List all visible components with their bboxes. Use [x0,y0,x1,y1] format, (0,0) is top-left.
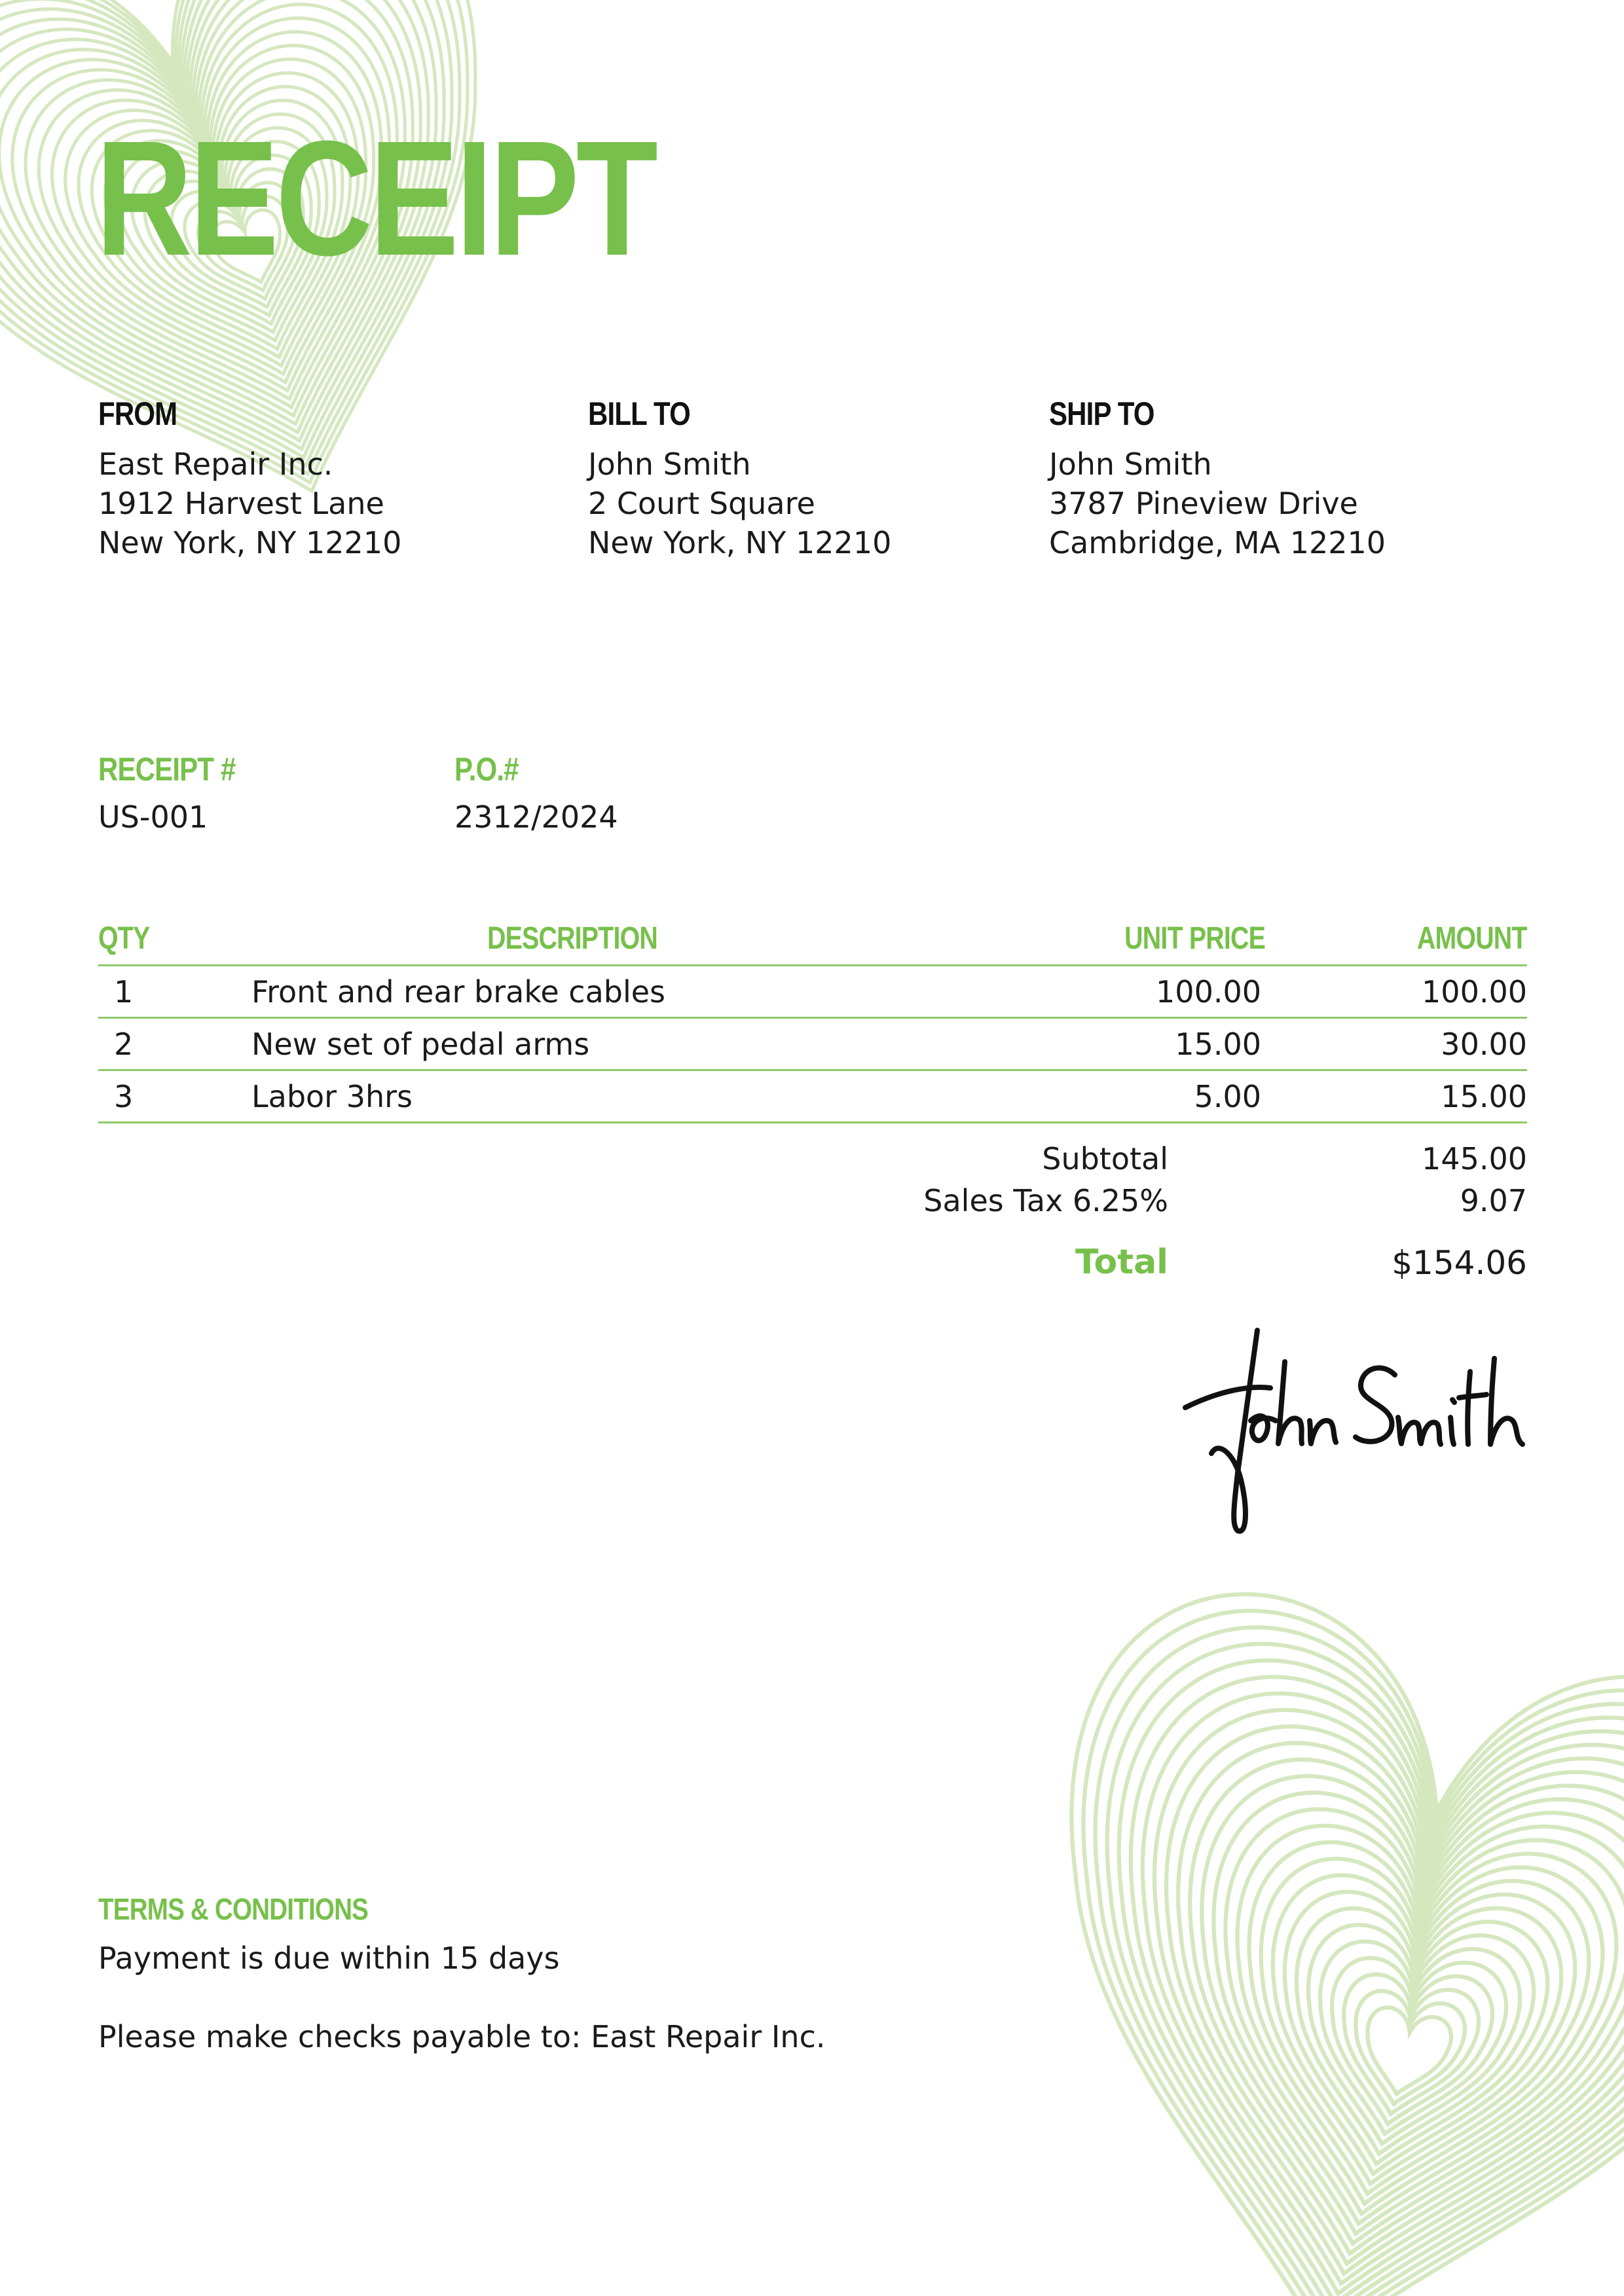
from-heading: FROM [98,395,177,432]
unit-price-column-header: UNIT PRICE [990,912,1265,966]
receipt-number-label: RECEIPT # [98,751,236,788]
po-number-value: 2312/2024 [454,799,618,835]
table-row [98,1018,1527,1070]
ship-to-section [1049,397,1386,562]
heart-ring [1263,1899,1545,2179]
description-column-header: DESCRIPTION [206,912,990,966]
terms-payable-to: Please make checks payable to: East Repair Inc. [98,2019,826,2054]
items-table-header [98,912,1527,966]
ship-to-heading: SHIP TO [1049,395,1154,432]
tax-value-cell [1244,1183,1527,1218]
ship-to-street: 3787 Pineview Drive [1049,486,1358,521]
subtotal-value-cell [1244,1141,1527,1176]
sales-tax-label: Sales Tax 6.25% [923,1183,1168,1218]
row-description: Labor 3hrs [206,1070,990,1123]
bottom-heart-icon [968,1563,1624,2296]
bill-to-street: 2 Court Square [588,486,815,521]
table-row [98,966,1527,1018]
row-amount: 15.00 [1265,1070,1527,1123]
signature-image [1172,1322,1532,1539]
bill-to-name: John Smith [588,446,751,482]
po-number-section [454,753,618,837]
po-number-label: P.O.# [454,751,519,788]
row-unit-price: 100.00 [990,966,1265,1018]
terms-payment-due: Payment is due within 15 days [98,1941,560,1976]
total-label: Total [1075,1243,1168,1282]
subtotal-label-cell [851,1141,1168,1176]
total-value-cell [1244,1244,1527,1282]
receipt-number-value: US-001 [98,799,208,835]
qty-column-header: QTY [98,912,206,966]
row-unit-price: 15.00 [990,1018,1265,1070]
bill-to-city: New York, NY 12210 [588,525,892,560]
row-qty: 1 [98,966,206,1018]
subtotal-label: Subtotal [1042,1141,1168,1176]
bill-to-heading: BILL TO [588,395,690,432]
tax-label-cell [851,1183,1168,1218]
items-table [98,912,1527,1123]
row-description: New set of pedal arms [206,1018,990,1070]
row-description: Front and rear brake cables [206,966,990,1018]
row-amount: 100.00 [1265,966,1527,1018]
row-qty: 2 [98,1018,206,1070]
heart-ring [1356,2004,1455,2103]
bill-to-section [588,397,891,562]
ship-to-name: John Smith [1049,446,1212,482]
total-label-cell [851,1243,1168,1282]
from-section [98,397,401,562]
row-qty: 3 [98,1070,206,1123]
receipt-number-section [98,753,261,837]
terms-heading: TERMS & CONDITIONS [98,1892,369,1926]
sales-tax-value: 9.07 [1460,1183,1527,1218]
heart-ring [1061,1669,1624,2296]
from-company: East Repair Inc. [98,446,333,482]
row-unit-price: 5.00 [990,1070,1265,1123]
row-amount: 30.00 [1265,1018,1527,1070]
from-street: 1912 Harvest Lane [98,486,384,521]
table-row [98,1070,1527,1123]
ship-to-city: Cambridge, MA 12210 [1049,525,1386,560]
subtotal-value: 145.00 [1422,1141,1527,1176]
page-title: RECEIPT [96,107,655,289]
total-value: $154.06 [1392,1244,1527,1282]
from-city: New York, NY 12210 [98,525,402,560]
terms-section [98,1894,826,2056]
amount-column-header: AMOUNT [1265,912,1527,966]
